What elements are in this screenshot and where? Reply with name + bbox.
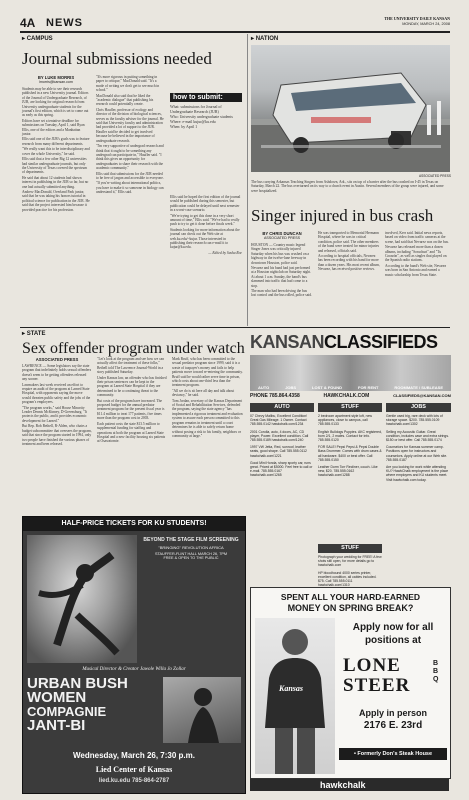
section-label: NEWS (46, 17, 83, 29)
masthead (20, 16, 450, 30)
paragraph: Lawmakers last week received an effort to require an audit of the program at Larned State Hospital, with opponents saying the move would threaten public safety and the jobs of the program's employees. (22, 382, 91, 405)
how-to-item: Where: e-mail kujur@ku.edu (170, 120, 216, 124)
paragraph: HOUSTON — Country music legend Singer Jones was critically injured Saturday when his bus was crushed on a highway in the twelve-lane freeway in downtown Houston, police said. (251, 243, 309, 265)
paragraph: "We really want this to be interdisciplinary and cover the whole University," he said. (22, 147, 90, 156)
paragraph: Students looking for more information about the journal can check out the Web site at web.ku.edu/~kujur. Those interested in publishing their research can e-mail it to kujur@ku.edu. (170, 227, 240, 250)
paragraph: He said that about 12 students had shown interest in publishing in the JUR so far, but no one had actually submitted anything. (22, 175, 89, 189)
classified-listing[interactable]: Counselors for Kansas summer camp. Positions open for instructors and counselors. Apply online at our Web site. 785.555.0187 (386, 445, 448, 462)
banner-classifieds: CLASSIFIEDS (324, 332, 438, 352)
dancer-photo (27, 535, 137, 663)
column-divider (247, 34, 248, 326)
ad-headline-1: SPENT ALL YOUR HARD-EARNED (280, 592, 421, 602)
classifieds-section (250, 331, 451, 792)
lone-steer-logo (343, 656, 443, 700)
classified-listing[interactable]: HP bloodhound 4000 series printer, excellent condition, all cables included. $75. Call 785.555.0111 hawkchalk.com/1310 (318, 570, 377, 588)
story-bus-crash (251, 35, 451, 325)
kicker-text: STATE (26, 331, 46, 337)
category-strip (250, 355, 451, 391)
paragraph: MacDonald also said that he liked the "academic dialogue" that publishing his research could potentially create. (96, 93, 154, 107)
classified-listing[interactable]: Good Mini Honda, sharp sporty car, runs great. Priced at $5000. Feel free to call or e-mail. 785.555.0167 hawkchalk.com/1265 (250, 460, 313, 478)
classified-listing[interactable]: English Bulldogs Puppies. AKC registered, born 2/1, 2 males. Contact for info. 785.555.0120 (318, 429, 382, 443)
title-line: COMPAGNIE (27, 704, 107, 719)
paragraph: "We're trying to get this done in a very short amount of time," Ellis said. "We've had to really push to try to get it done before finals week." (170, 213, 240, 227)
paragraph: Editors have set a tentative deadline for submissions on Tuesday, April 1, said Ryan Ellis, one of the editors and a Manhattan junior. (22, 118, 85, 137)
paragraph: Nevarez and his band had just performed at a Houston nightclub on Saturday night. At about 1 a.m. Sunday, the band's bus slammed into traffic that had come to a stop. (251, 266, 311, 288)
promo-detail: STAUFFER-FLINT HALL MARCH 26, 7PM (154, 552, 228, 556)
classified-column-stuff-2 (318, 555, 382, 588)
column-2 (97, 357, 167, 445)
paragraph: Mark Bruff, who has been committed to the sexual predator program since 1999, said it is a waste of taxpayer's money and fails to help patients move toward re-entering the community. Bruff said he would rather serve time in prison, which costs about one-third less than the treatment program. (172, 357, 243, 388)
apply-line-2: positions at (364, 635, 422, 646)
venue-name: Lied Center of Kansas (95, 765, 173, 774)
byline: BY CHRIS DUNCAN (262, 231, 302, 236)
banner-kansan: KANSAN (250, 332, 325, 352)
title-line: WOMEN (27, 689, 87, 706)
classified-listing[interactable]: 1997 VW Jetta, Red, sunroof, leather seats, good shape. Call 785.555.0112 hawkchalk.com/1221 (250, 445, 307, 458)
paragraph: But costs of the program have increased. The proposed budget for the annual predator treatment program for the present fiscal year is $11.4 million to treat 177 patients, five times more than the program cost in 2003. (97, 398, 165, 421)
triangle-icon: ▸ (22, 331, 27, 337)
column-3 (170, 195, 242, 256)
model-figure (255, 618, 335, 774)
issue-date: MONDAY, MARCH 24, 2008 (402, 22, 450, 26)
body-col1 (251, 243, 313, 298)
paragraph: Ellis said one of the JUR's goals was to feature research from many different departments. (22, 137, 90, 146)
photo-credit: ASSOCIATED PRESS (418, 174, 451, 178)
paragraph: According to hospital officials, Nevarez has been recording with his band for more than a dozen years. His most recent album, Nevarez, has received positive reviews. (318, 254, 380, 272)
performer-photo (163, 677, 241, 743)
how-to-item: When: by April 1 (170, 125, 198, 129)
paragraph: Ellis said he hoped the first edition of the journal would be published during this semester, but publication could be delayed until next semester in a worst-case scenario. (170, 195, 241, 213)
paragraph: "All we do is sit here all day and talk about deviancy," he said. (172, 388, 235, 398)
category-labels (250, 385, 451, 390)
former-name: • Formerly Don's Steak House (339, 748, 447, 760)
column-2 (96, 75, 164, 196)
category-roommate[interactable]: ROOMMATE / SUBLEASE (394, 385, 443, 390)
phone-number: PHONE 785.864.4358 (250, 393, 300, 399)
dancer-figure (27, 535, 137, 663)
paragraph: Each patient costs the state $13.5 million to supplemental funding for staffing and operations at both the program at Larned State Hospital and a new facility housing six patients at Osawatomie. (97, 421, 166, 444)
classified-listing[interactable]: Are you looking for work while attending KU? HawkChalk employment is the place where employers and KU students meet. Visit hawkchalk.com today. (386, 465, 449, 482)
classified-column-stuff (318, 414, 382, 542)
body-col1 (22, 364, 92, 446)
classified-listing[interactable]: FOR SALE! Pepsi Pepsi & Pepsi Double Bass Drummer. Comes with drum cases & all hardware. $400 or best offer. Call 785.555.0150 (318, 445, 382, 462)
bus-crash-photo (251, 45, 450, 172)
performer-figure (163, 677, 241, 743)
story-journal (22, 35, 244, 325)
classified-column-jobs (386, 414, 451, 542)
column-2 (318, 231, 380, 273)
paragraph: involved, Kerr said. Initial news reports, based on video from traffic cameras at the scene, had said that Nevarez was on the bus. (385, 231, 449, 244)
kicker-text: CAMPUS (26, 36, 53, 42)
paragraph: He was transported to Memorial Hermann Hospital, where he was in critical condition, police said. The other members of the band were treated for minor injuries and released, officials said. (318, 231, 379, 253)
paragraph: "The program works," said House Minority Leader Dennis McKinney, D-Greensburg. "It protects the public, and it provides economic development for Larned." (22, 405, 87, 423)
lone-steer-ad[interactable] (250, 587, 451, 779)
column-1 (251, 231, 313, 299)
paragraph: "I'm very supportive of undergrad research and think that it ought to be something any undergrad can participate in," Haufler said. "I think this gives an opportunity for undergraduates to share their research with the academic community." (96, 144, 164, 171)
category-for-rent[interactable]: FOR RENT (358, 385, 379, 390)
triangle-icon: ▸ (22, 36, 27, 42)
event-date: Wednesday, March 26, 7:30 p.m. (73, 751, 195, 760)
title-line: JANT-BI (27, 717, 86, 734)
byline: ASSOCIATED PRESS (35, 357, 79, 362)
paragraph: LAWRENCE — Some legislators say the state program that indefinitely holds sexual offenders doesn't seem to be getting offenders released any sooner. (22, 364, 92, 382)
paragraph: Nevarez has released more than a dozen albums, including "Soruchuri" and "Tu Corazón", as well as singles that played on the Spanish radio stations. (385, 245, 447, 263)
kicker-text: NATION (255, 36, 279, 42)
logo-bbq: BBQ (433, 660, 439, 683)
classifieds-email[interactable]: CLASSIFIEDS@KANSAN.COM (393, 393, 451, 398)
page-number: 4A (20, 16, 36, 30)
paragraph: Tom Jordan, secretary of the Kansas Department of Social and Rehabilitation Services, defended the program, saying the state agency "has implemented a rigorous treatment and evaluation system to assure each person committed to this program remains in treatment until a court determines he is able to safely return home without posing a risk to his family, neighbors or community at large." (172, 398, 243, 438)
headline-journal: Journal submissions needed (22, 49, 212, 68)
model-photo (255, 618, 335, 774)
kicker-nation (251, 35, 451, 42)
triangle-icon: ▸ (251, 36, 256, 42)
paragraph: But Rep. Bob Bethell, R-Alden, who chairs a budget subcommittee that oversees the program, said that since the program started in 1994, only two people have finished the various phases of treatment and been released. (22, 424, 92, 446)
byline: BY LUKE MORRIS (37, 75, 75, 80)
paragraph: "Let's look at the program and see how we can actually affect the treatment of these folks," Bethell told The Lawrence Journal-World in a story published Saturday. (97, 357, 165, 375)
how-to-submit-box (170, 93, 242, 193)
logo-lone: LONE (343, 655, 401, 676)
column-head-stuff-2: STUFF (318, 544, 382, 553)
byline-org: ASSOCIATED PRESS (263, 236, 301, 240)
classifieds-banner (250, 331, 451, 353)
credit-line: Musical Director & Creator Jawole Willa Jo Zollar (82, 667, 186, 672)
apply-line-1: Apply now for all (352, 622, 434, 633)
paragraph: "It's more rigorous in putting something in paper to critique," MacDonald said. "It's a mode of writing we don't get to see much in school." (96, 75, 160, 93)
how-to-item: Who: University undergraduate students (170, 115, 233, 119)
column-3 (172, 357, 244, 439)
paragraph: Ellis said that submissions for the JUR needed to be free of jargon and accessible to everyone. (96, 171, 164, 180)
masthead-rule (20, 31, 450, 33)
headline-offender: Sex offender program under watch (22, 340, 245, 357)
classified-column-auto (250, 414, 314, 542)
paragraph: According to the band's Web site, Nevarez was born in San Antonio and earned a music scholarship from Texas State. (385, 263, 447, 277)
classified-listing[interactable]: Selling my Acoustic Guitar. Great condition, includes case and extra strings. $150 or best offer. Call 785.555.0174 (386, 429, 449, 443)
bus-illustration (251, 45, 450, 172)
apply-in-person: Apply in person (358, 708, 427, 718)
paragraph: Students may be able to see their research published in a new University journal. Editors of the Journal of Undergraduate Research, of JUR, are looking for original research from University undergraduate students for the journal's first edition, which is set to come out as early as this spring. (22, 87, 89, 118)
screening-promo (141, 537, 241, 560)
ad-banner: HALF-PRICE TICKETS FOR KU STUDENTS! (23, 517, 245, 531)
promo-sub: "BRINGING" REVOLUTION AFRICA (158, 545, 224, 550)
column-1 (22, 357, 92, 447)
kicker-campus (22, 35, 244, 42)
ad-headline-2: MONEY ON SPRING BREAK? (287, 603, 414, 613)
column-head-stuff: STUFF (318, 403, 382, 412)
paragraph: Under Kansas law, an offender who has finished their prison sentences can be kept in the program at Larned State Hospital if they are determined to be a continuing threat to the community. (97, 375, 167, 398)
store-address: 2176 E. 23rd (363, 720, 423, 731)
classified-listing[interactable]: 07 Chevy Malibu, Excellent Condition! Great Gas Mileage. 1 Owner. Contact 785.555.0142 hawkchalk.com/1234 (250, 414, 308, 427)
venue-contact: lied.ku.edu 785-864-2787 (98, 778, 170, 784)
lied-center-ad[interactable] (22, 516, 246, 794)
byline-email: lmorris@kansan.com (39, 80, 73, 84)
body-col1 (22, 87, 90, 212)
column-head-auto: AUTO (250, 403, 314, 412)
ad-title (27, 677, 157, 733)
how-to-list (170, 105, 242, 130)
column-head-jobs: JOBS (386, 403, 451, 412)
paragraph: "If you're writing about international politics, you have to make it so someone in biology can understand it," Ellis said. (96, 181, 164, 195)
paper-name: THE UNIVERSITY DAILY KANSAN (384, 16, 450, 21)
classified-listing[interactable]: Photograph your wedding for FREE! A few shots still open, for more details go to hawkchalk.com (318, 555, 382, 568)
column-3 (385, 231, 449, 278)
classified-listing[interactable]: 2 bedroom apartment style loft, new appliances, close to campus, call 785.555.0133 (318, 414, 372, 427)
promo-detail-2: FREE & OPEN TO THE PUBLIC (163, 556, 219, 560)
classified-listing[interactable]: Leather Dorm Torr Recliner, couch. Like new, $20. 785.555.0162 hawkchalk.com/1288 (318, 465, 378, 478)
shirt-text: Kansas (279, 684, 304, 693)
category-jobs[interactable]: JOBS (285, 385, 297, 390)
column-1 (22, 75, 90, 213)
photo-caption: The bus carrying Arkansas Teaching Singers from Ashdown, Ark., sits on top of a barrier after the bus crashed on I-45 in Texas on Saturday, March 22. The bus overturned on its way to a church event in Austin. Several members of the group were injured, and some were hospitalized. (251, 180, 444, 193)
category-lost-found[interactable]: LOST & FOUND (312, 385, 343, 390)
paragraph: The man who had been driving the bus lost control and the bus rolled, police said. (251, 289, 312, 298)
hawkchalk-link[interactable]: HAWKCHALK.COM (323, 393, 370, 399)
category-auto[interactable]: AUTO (257, 385, 270, 390)
contact-strip (250, 393, 451, 401)
hawkchalk-footer[interactable] (250, 779, 449, 791)
classified-listing[interactable]: 2001 Corolla, auto, 4 doors, AC, CD player, Power. Excellent condition. Call 785.555.0189 hawkchalk.com/1240 (250, 429, 309, 443)
promo-title: BEYOND THE STAGE FILM SCREENING (143, 537, 239, 543)
kicker-state (22, 330, 244, 337)
classified-listing[interactable]: Gentle used big, rare deck with lots of storage space. $200. 785.555.0109 hawkchalk.com/1302 (386, 414, 443, 427)
story-sex-offender (22, 330, 244, 512)
edited-by: — Edited by Sasha Roe (208, 250, 242, 255)
title-line: URBAN BUSH (27, 675, 128, 692)
how-to-item: What: submissions for Journal of Undergraduate Research (JUR) (170, 105, 222, 114)
paragraph: Andrew MacDonald, Overland Park junior, said that he was taking his honors tutorial in political science for publication in the JUR. He said that the project interested him because it provided practice for his profession. (22, 189, 90, 212)
hawkchalk-brand: hawkchalk (320, 780, 366, 790)
paragraph: Chris Haufler, professor of ecology and director of the division of biological sciences, serves as the faculty adviser for the journal. He said that University faculty and administration had provided a lot of support to the JUR. Haufler said he decided to get involved because he believed in the importance of undergraduate research. (96, 107, 164, 143)
logo-steer: STEER (343, 675, 411, 696)
how-to-title: how to submit: (170, 93, 242, 102)
headline-singer: Singer injured in bus crash (251, 206, 434, 225)
section-rule (20, 327, 450, 328)
paragraph: Ellis said that a few other Big 12 universities had similar undergraduate journals, but only the University of Texas covered the spectrum of departments. (22, 157, 88, 175)
